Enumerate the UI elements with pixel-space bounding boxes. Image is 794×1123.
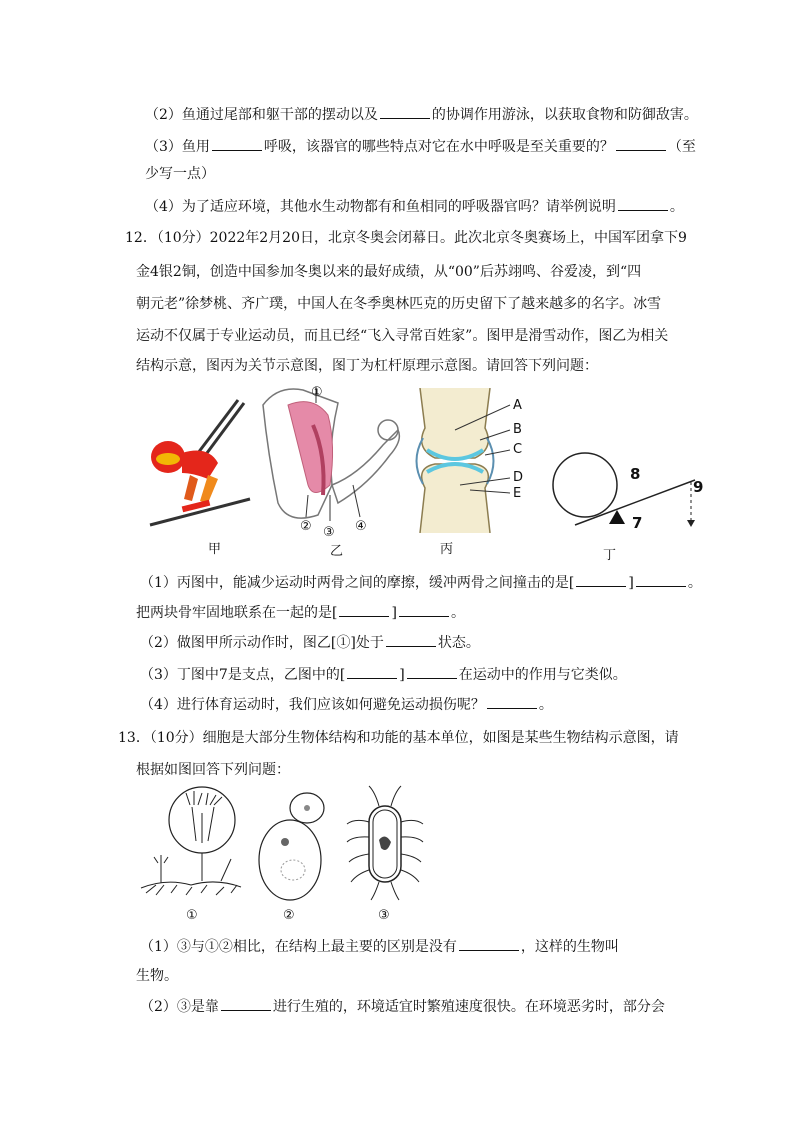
q13-part1: （1）③与①②相比，在结构上最主要的区别是没有 ，这样的生物叫 <box>140 936 619 957</box>
q12-intro-line1: 12．（10分）2022年2月20日，北京冬奥会闭幕日。此次北京冬奥赛场上，中国军团拿下9 <box>125 230 687 246</box>
label-circled-3: ③ <box>323 525 335 540</box>
label-9: 9 <box>693 478 704 496</box>
q13-intro-line2: 根据如图回答下列问题： <box>136 762 290 778</box>
label-A: A <box>513 398 522 413</box>
answer-blank[interactable] <box>636 572 686 587</box>
label-circled-1: ① <box>311 385 323 400</box>
answer-blank[interactable] <box>221 996 271 1011</box>
answer-blank[interactable] <box>576 572 626 587</box>
q11-part2: （2）鱼通过尾部和躯干部的摆动以及 的协调作用游泳，以获取食物和防御敌害。 <box>145 104 698 125</box>
answer-blank[interactable] <box>347 664 397 679</box>
mold-figure <box>136 783 246 903</box>
figure-caption-ding: 丁 <box>603 548 617 563</box>
q12-part3: （3）丁图中7是支点，乙图中的[ ] 在运动中的作用与它类似。 <box>140 664 627 685</box>
figure-caption-bing: 丙 <box>440 542 454 557</box>
q13-intro-line1: 13．（10分）细胞是大部分生物体结构和功能的基本单位，如图是某些生物结构示意图，请 <box>118 730 679 746</box>
figure-caption-jia: 甲 <box>208 542 222 557</box>
q11-part3: （3）鱼用 呼吸，该器官的哪些特点对它在水中呼吸是至关重要的？ （至 <box>145 136 696 157</box>
label-circled-3-cell: ③ <box>378 908 390 923</box>
q11-part3-cont: 少写一点） <box>145 166 215 182</box>
label-circled-4: ④ <box>355 519 367 534</box>
q12-intro-line5: 结构示意，图丙为关节示意图，图丁为杠杆原理示意图。请回答下列问题： <box>136 358 598 374</box>
q12-part2: （2）做图甲所示动作时，图乙[①]处于 状态。 <box>140 632 480 653</box>
arm-muscle-figure <box>258 385 408 535</box>
label-D: D <box>513 470 524 485</box>
answer-blank[interactable] <box>616 136 666 151</box>
q13-part2: （2）③是靠 进行生殖的，环境适宜时繁殖速度很快。在环境恶劣时，部分会 <box>140 996 665 1017</box>
answer-blank[interactable] <box>459 936 519 951</box>
skier-figure <box>138 395 258 535</box>
joint-leader-lines <box>450 400 523 500</box>
answer-blank[interactable] <box>399 602 449 617</box>
label-circled-1-cell: ① <box>186 908 198 923</box>
label-circled-2-cell: ② <box>283 908 295 923</box>
bacterium-figure <box>345 782 425 902</box>
answer-blank[interactable] <box>407 664 457 679</box>
lever-figure <box>545 450 715 540</box>
answer-blank[interactable] <box>487 694 537 709</box>
q12-part1-cont: 把两块骨牢固地联系在一起的是[ ] 。 <box>136 602 465 623</box>
label-B: B <box>513 422 522 437</box>
answer-blank[interactable] <box>386 632 436 647</box>
label-E: E <box>513 486 522 501</box>
figure-caption-yi: 乙 <box>330 544 344 559</box>
q12-part4: （4）进行体育运动时，我们应该如何避免运动损伤呢？ 。 <box>140 694 553 715</box>
answer-blank[interactable] <box>339 602 389 617</box>
q12-intro-line2: 金4银2铜，创造中国参加冬奥以来的最好成绩，从“00”后苏翊鸣、谷爱凌，到“四 <box>136 264 642 280</box>
label-C: C <box>513 442 523 457</box>
label-7: 7 <box>632 514 643 532</box>
q12-part1: （1）丙图中，能减少运动时两骨之间的摩擦，缓冲两骨之间撞击的是[ ] 。 <box>140 572 702 593</box>
label-circled-2: ② <box>300 519 312 534</box>
answer-blank[interactable] <box>212 136 262 151</box>
q11-part4: （4）为了适应环境，其他水生动物都有和鱼相同的呼吸器官吗？请举例说明 。 <box>145 196 684 217</box>
yeast-figure <box>255 790 335 902</box>
label-8: 8 <box>630 465 641 483</box>
q13-part1-cont: 生物。 <box>136 968 178 984</box>
answer-blank[interactable] <box>380 104 430 119</box>
q12-intro-line4: 运动不仅属于专业运动员，而且已经“飞入寻常百姓家”。图甲是滑雪动作，图乙为相关 <box>136 328 669 344</box>
q12-intro-line3: 朝元老”徐梦桃、齐广璞，中国人在冬季奥林匹克的历史留下了越来越多的名字。冰雪 <box>136 296 662 312</box>
answer-blank[interactable] <box>618 196 668 211</box>
